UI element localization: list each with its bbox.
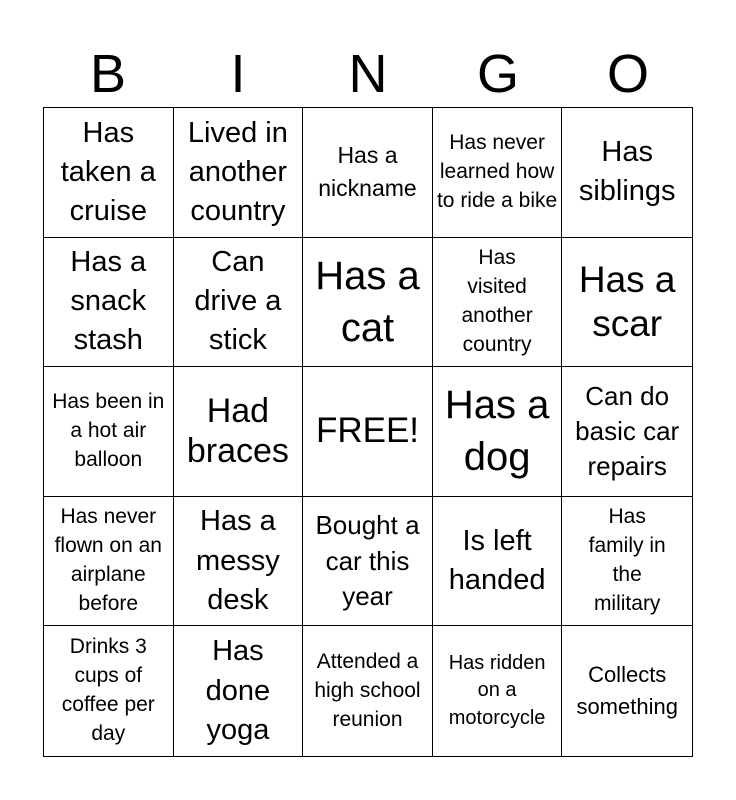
bingo-cell[interactable] (303, 497, 433, 627)
bingo-cell[interactable] (174, 626, 304, 756)
bingo-cell[interactable] (562, 497, 692, 627)
bingo-cell[interactable] (303, 108, 433, 238)
bingo-cell[interactable] (562, 626, 692, 756)
cell-label: Drinks 3 cups of coffee per day (61, 635, 155, 746)
cell-label: Has never learned how to ride a bike (436, 130, 558, 212)
cell-label: Attended a high school reunion (314, 649, 421, 731)
bingo-cell[interactable] (433, 238, 563, 368)
bingo-cell[interactable] (433, 626, 563, 756)
bingo-cell[interactable] (44, 108, 174, 238)
header-letter-o: O (606, 44, 649, 104)
bingo-cell[interactable] (433, 367, 563, 497)
cell-label: Has a scar (578, 258, 676, 344)
bingo-header (43, 42, 693, 106)
cell-label: Has a nickname (318, 141, 417, 202)
bingo-cell[interactable] (174, 497, 304, 627)
cell-label: Has siblings (578, 136, 676, 208)
bingo-cell[interactable] (562, 108, 692, 238)
bingo-cell[interactable] (303, 626, 433, 756)
cell-label: Had braces (186, 391, 289, 471)
header-letter-b: B (89, 44, 127, 104)
cell-label: Has done yoga (205, 635, 271, 746)
bingo-board (43, 107, 693, 757)
cell-label: FREE! (315, 411, 420, 451)
cell-label: Has never flown on an airplane before (54, 505, 162, 616)
cell-label: Has a cat (315, 253, 420, 350)
bingo-cell[interactable] (433, 497, 563, 627)
bingo-cell[interactable] (44, 497, 174, 627)
bingo-cell[interactable] (44, 238, 174, 368)
cell-label: Can do basic car repairs (575, 380, 680, 482)
cell-label: Has a messy desk (195, 505, 280, 616)
bingo-cell[interactable] (303, 238, 433, 368)
cell-label: Has a dog (444, 383, 550, 480)
cell-label: Lived in another country (187, 116, 288, 227)
bingo-cell[interactable] (303, 367, 433, 497)
cell-label: Has a snack stash (70, 246, 147, 357)
cell-label: Bought a car this year (315, 510, 420, 611)
bingo-cell[interactable] (174, 238, 304, 368)
cell-label: Has ridden on a motorcycle (448, 651, 546, 729)
bingo-cell[interactable] (562, 367, 692, 497)
cell-label: Has visited another country (461, 245, 533, 356)
bingo-cell[interactable] (433, 108, 563, 238)
cell-label: Can drive a stick (194, 246, 282, 357)
cell-label: Has taken a cruise (60, 116, 156, 227)
bingo-cell[interactable] (174, 367, 304, 497)
bingo-cell[interactable] (44, 626, 174, 756)
cell-label: Has been in a hot air balloon (52, 390, 165, 471)
bingo-cell[interactable] (174, 108, 304, 238)
bingo-cell[interactable] (44, 367, 174, 497)
cell-label: Has family in the military (588, 505, 666, 616)
cell-label: Collects something (576, 662, 678, 720)
header-letter-i: I (230, 44, 246, 104)
bingo-cell[interactable] (562, 238, 692, 368)
cell-label: Is left handed (448, 524, 546, 597)
header-letter-n: N (348, 44, 388, 104)
header-letter-g: G (476, 44, 519, 104)
